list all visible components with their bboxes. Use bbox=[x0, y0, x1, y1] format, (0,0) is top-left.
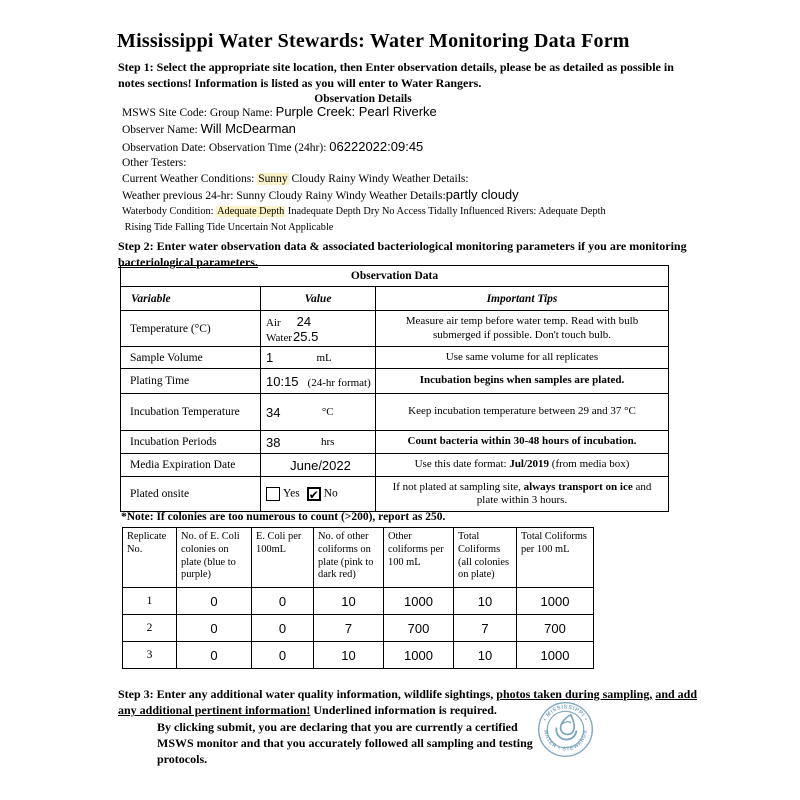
replicate-3-total-plate[interactable]: 10 bbox=[454, 642, 517, 669]
step3-post: Underlined information is required. bbox=[310, 703, 497, 717]
plating-time-tip: Incubation begins when samples are plated. bbox=[376, 369, 669, 394]
col-header-variable: Variable bbox=[121, 287, 261, 311]
replicate-1-other-100ml[interactable]: 1000 bbox=[384, 588, 454, 615]
plated-onsite-yes-label: Yes bbox=[283, 487, 300, 500]
header-ecoli-colonies: No. of E. Coli colonies on plate (blue to purple) bbox=[177, 528, 252, 588]
plated-onsite-value-cell bbox=[261, 477, 376, 512]
observation-datetime-value[interactable]: 06222022:09:45 bbox=[329, 138, 424, 154]
step3-pre: Step 3: Enter any additional water quality information, wildlife sightings, bbox=[118, 687, 497, 701]
header-total-coliforms-100ml: Total Coliforms per 100 mL bbox=[517, 528, 594, 588]
row-plating-time bbox=[121, 369, 669, 394]
media-tip-post: (from media box) bbox=[549, 458, 630, 471]
media-tip-pre: Use this date format: bbox=[414, 458, 510, 471]
site-code-row bbox=[122, 104, 697, 121]
incubation-periods-value[interactable]: 38 bbox=[266, 434, 281, 450]
plated-onsite-tip bbox=[376, 477, 669, 512]
incubation-temp-value-cell bbox=[261, 394, 376, 431]
replicate-1-total-plate[interactable]: 10 bbox=[454, 588, 517, 615]
replicate-row-3 bbox=[123, 642, 594, 669]
previous-weather-details-value[interactable]: partly cloudy bbox=[445, 187, 519, 203]
plating-time-value-cell bbox=[261, 369, 376, 394]
replicate-3-total-100ml[interactable]: 1000 bbox=[517, 642, 594, 669]
col-header-important-tips: Important Tips bbox=[376, 287, 669, 311]
step3-underline-pertinent: and add any additional pertinent information! bbox=[118, 687, 698, 717]
replicate-row-2 bbox=[123, 615, 594, 642]
air-temp-value[interactable]: 24 bbox=[296, 313, 312, 329]
plating-time-format: (24-hr format) bbox=[307, 376, 371, 389]
observer-name-value[interactable]: Will McDearman bbox=[200, 121, 296, 137]
header-other-coliforms-100ml: Other coliforms per 100 mL bbox=[384, 528, 454, 588]
replicate-3-no: 3 bbox=[123, 642, 177, 669]
sample-volume-variable: Sample Volume bbox=[121, 347, 261, 369]
replicate-2-other-100ml[interactable]: 700 bbox=[384, 615, 454, 642]
replicate-row-1 bbox=[123, 588, 594, 615]
sample-volume-unit: mL bbox=[316, 351, 332, 364]
row-incubation-periods bbox=[121, 431, 669, 454]
media-expiration-tip bbox=[376, 454, 669, 477]
row-temperature bbox=[121, 311, 669, 347]
water-temp-line bbox=[266, 329, 375, 344]
plated-onsite-no-label: No bbox=[323, 487, 338, 500]
media-expiration-value[interactable]: June/2022 bbox=[290, 457, 351, 473]
replicate-2-total-plate[interactable]: 7 bbox=[454, 615, 517, 642]
observer-row bbox=[122, 121, 697, 138]
current-weather-selected[interactable]: Sunny bbox=[258, 172, 288, 185]
previous-weather-row bbox=[122, 187, 697, 204]
observation-date-row bbox=[122, 139, 697, 156]
header-total-coliforms-plate: Total Coliforms (all colonies on plate) bbox=[454, 528, 517, 588]
air-temp-line bbox=[266, 314, 375, 329]
temperature-value-cell bbox=[261, 311, 376, 347]
water-temp-value[interactable]: 25.5 bbox=[293, 328, 319, 344]
incubation-periods-unit: hrs bbox=[321, 436, 335, 448]
replicate-table-header-row bbox=[123, 528, 594, 588]
replicate-3-ecoli-colonies[interactable]: 0 bbox=[177, 642, 252, 669]
submit-declaration: By clicking submit, you are declaring that you are currently a certified MSWS monitor and that you accurately followed all sampling and testing protocols. bbox=[157, 720, 533, 766]
waterbody-condition-row bbox=[122, 204, 697, 219]
plated-tip-pre: If not plated at sampling site, bbox=[392, 480, 524, 493]
incubation-temp-value[interactable]: 34 bbox=[266, 404, 281, 420]
step3-instructions bbox=[118, 686, 702, 767]
replicate-3-other-100ml[interactable]: 1000 bbox=[384, 642, 454, 669]
replicate-2-ecoli-100ml[interactable]: 0 bbox=[252, 615, 314, 642]
header-ecoli-per-100ml: E. Coli per 100mL bbox=[252, 528, 314, 588]
previous-weather-label: Weather previous 24-hr: Sunny Cloudy Rainy Windy Weather Details: bbox=[122, 190, 446, 203]
current-weather-row bbox=[122, 172, 697, 187]
other-testers-row bbox=[122, 156, 697, 171]
logo-text-top: • MISSISSIPPI • bbox=[542, 704, 589, 723]
other-testers-label: Other Testers: bbox=[122, 157, 187, 170]
plating-time-value[interactable]: 10:15 bbox=[266, 373, 299, 389]
plated-tip-bold: always transport on ice bbox=[523, 480, 633, 493]
replicate-3-ecoli-100ml[interactable]: 0 bbox=[252, 642, 314, 669]
waterbody-condition-label: Waterbody Condition: bbox=[122, 206, 217, 218]
replicate-1-no: 1 bbox=[123, 588, 177, 615]
plated-onsite-no-checkbox[interactable]: ✔ bbox=[308, 488, 319, 502]
plated-onsite-variable: Plated onsite bbox=[121, 477, 261, 512]
incubation-periods-tip: Count bacteria within 30-48 hours of incubation. bbox=[376, 431, 669, 454]
msws-logo bbox=[537, 701, 594, 758]
current-weather-options: Cloudy Rainy Windy Weather Details: bbox=[288, 172, 469, 185]
replicate-results-table bbox=[122, 527, 594, 669]
replicate-3-other-plate[interactable]: 10 bbox=[314, 642, 384, 669]
replicate-2-other-plate[interactable]: 7 bbox=[314, 615, 384, 642]
observation-table-header-row bbox=[121, 287, 669, 311]
observer-label: Observer Name: bbox=[122, 124, 201, 137]
sample-volume-tip: Use same volume for all replicates bbox=[376, 347, 669, 369]
step1-instructions: Step 1: Select the appropriate site location, then Enter observation details, please be as detailed as possible in notes sections! Information is listed as you will enter to Water Rangers. bbox=[118, 60, 674, 90]
header-other-coliforms-plate: No. of other coliforms on plate (pink to dark red) bbox=[314, 528, 384, 588]
tide-options-row bbox=[122, 220, 697, 235]
plating-time-variable: Plating Time bbox=[121, 369, 261, 394]
water-drop-icon bbox=[556, 715, 576, 740]
observation-details bbox=[122, 104, 697, 235]
step2-text: Step 2: Enter water observation data & associated bacteriological monitoring parameters if you are monitoring bbox=[118, 239, 687, 253]
replicate-1-other-plate[interactable]: 10 bbox=[314, 588, 384, 615]
page-title: Mississippi Water Stewards: Water Monitoring Data Form bbox=[117, 30, 630, 52]
logo-text-bottom: WATER • STEWARDS bbox=[542, 729, 589, 753]
plated-onsite-yes-checkbox[interactable] bbox=[266, 487, 280, 501]
replicate-2-ecoli-colonies[interactable]: 0 bbox=[177, 615, 252, 642]
water-label: Water bbox=[266, 331, 292, 344]
colony-count-note: *Note: If colonies are too numerous to count (>200), report as 250. bbox=[121, 511, 446, 523]
air-label: Air bbox=[266, 316, 281, 329]
waterbody-condition-selected[interactable]: Adequate Depth bbox=[217, 206, 285, 218]
step2-underlined-text: bacteriological parameters. bbox=[118, 255, 258, 269]
incubation-temp-unit: °C bbox=[321, 406, 334, 418]
site-code-value[interactable]: Purple Creek: Pearl Riverke bbox=[275, 104, 437, 119]
replicate-1-total-100ml[interactable]: 1000 bbox=[517, 588, 594, 615]
current-weather-label: Current Weather Conditions: bbox=[122, 172, 258, 185]
row-media-expiration bbox=[121, 454, 669, 477]
row-sample-volume bbox=[121, 347, 669, 369]
sample-volume-value-cell bbox=[261, 347, 376, 369]
media-expiration-value-cell bbox=[261, 454, 376, 477]
incubation-periods-value-cell bbox=[261, 431, 376, 454]
observation-data-table-title: Observation Data bbox=[121, 266, 669, 287]
observation-details-heading: Observation Details bbox=[314, 93, 412, 105]
temperature-variable: Temperature (°C) bbox=[121, 311, 261, 347]
replicate-2-total-100ml[interactable]: 700 bbox=[517, 615, 594, 642]
waterbody-condition-options: Inadequate Depth Dry No Access Tidally Influenced Rivers: Adequate Depth bbox=[285, 206, 606, 218]
temperature-tip: Measure air temp before water temp. Read with bulb submerged if possible. Don't touch bulb. bbox=[376, 311, 669, 347]
replicate-2-no: 2 bbox=[123, 615, 177, 642]
incubation-temp-variable: Incubation Temperature bbox=[121, 394, 261, 431]
media-tip-bold: Jul/2019 bbox=[509, 458, 550, 471]
observation-data-table bbox=[120, 265, 669, 512]
tide-options: Rising Tide Falling Tide Uncertain Not Applicable bbox=[124, 221, 334, 233]
replicate-1-ecoli-colonies[interactable]: 0 bbox=[177, 588, 252, 615]
col-header-value: Value bbox=[261, 287, 376, 311]
row-plated-onsite bbox=[121, 477, 669, 512]
plated-tip-post: and plate within 3 hours. bbox=[476, 480, 652, 506]
incubation-periods-variable: Incubation Periods bbox=[121, 431, 261, 454]
site-code-label: MSWS Site Code: Group Name: bbox=[122, 107, 276, 119]
step3-underline-photos: photos taken during sampling, bbox=[496, 687, 653, 701]
replicate-1-ecoli-100ml[interactable]: 0 bbox=[252, 588, 314, 615]
observation-date-label: Observation Date: Observation Time (24hr): bbox=[122, 141, 330, 154]
header-replicate-no: Replicate No. bbox=[123, 528, 177, 588]
row-incubation-temperature bbox=[121, 394, 669, 431]
sample-volume-value[interactable]: 1 bbox=[266, 350, 274, 365]
incubation-temp-tip: Keep incubation temperature between 29 and 37 °C bbox=[376, 394, 669, 431]
media-expiration-variable: Media Expiration Date bbox=[121, 454, 261, 477]
